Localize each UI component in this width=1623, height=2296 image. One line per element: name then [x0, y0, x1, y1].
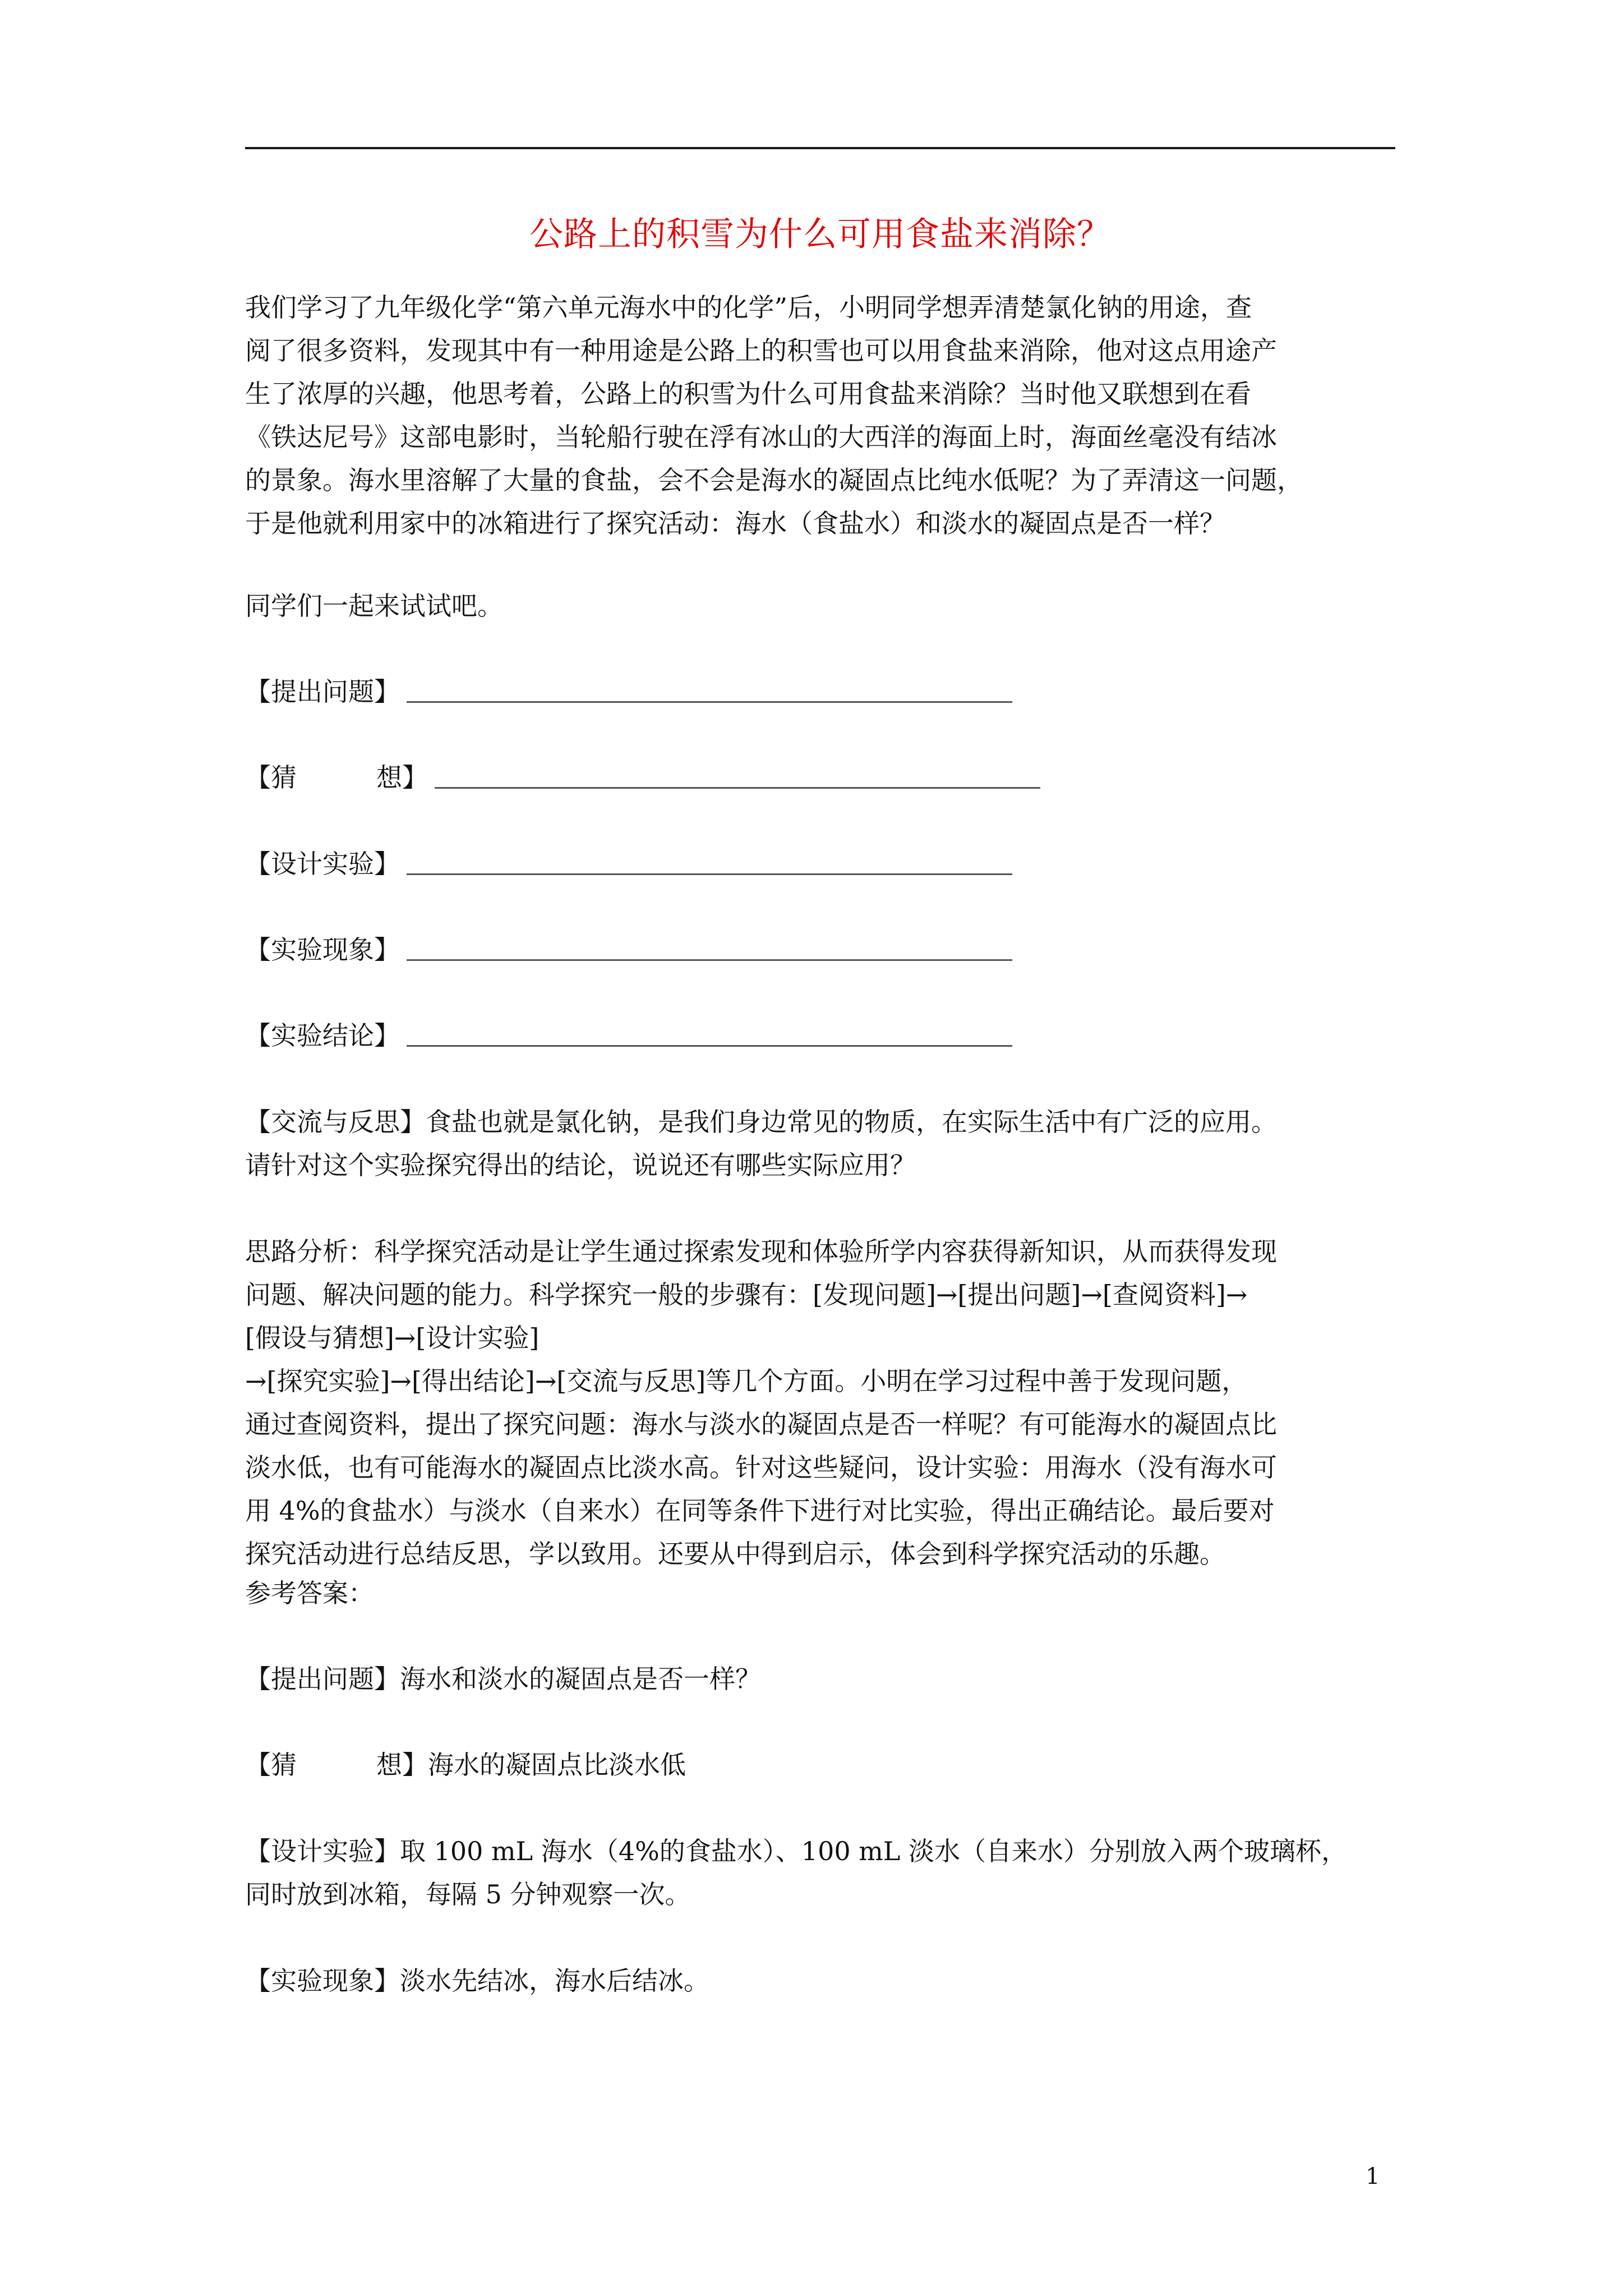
intro-line: 《铁达尼号》这部电影时，当轮船行驶在浮有冰山的大西洋的海面上时，海面丝毫没有结冰: [245, 422, 1277, 452]
answer-blank-conclusion[interactable]: [407, 1045, 1012, 1047]
reflection-line: 请针对这个实验探究得出的结论，说说还有哪些实际应用？: [245, 1150, 916, 1180]
analysis-line: 通过查阅资料，提出了探究问题：海水与淡水的凝固点是否一样呢？有可能海水的凝固点比: [245, 1409, 1277, 1439]
answer-blank-phenomenon[interactable]: [407, 959, 1012, 961]
document-title: 公路上的积雪为什么可用食盐来消除？: [529, 215, 1111, 254]
answer-guess: [245, 1743, 1395, 1787]
answer-blank-design[interactable]: [407, 873, 1012, 875]
analysis-line: 问题、解决问题的能力。科学探究一般的步骤有：[发现问题]→[提出问题]→[查阅资料]→: [245, 1280, 1248, 1310]
answer-heading: 参考答案：: [245, 1578, 374, 1608]
analysis-line: 思路分析：科学探究活动是让学生通过探索发现和体验所学内容获得新知识，从而获得发现: [245, 1236, 1277, 1267]
analysis-line: 探究活动进行总结反思，学以致用。还要从中得到启示，体会到科学探究活动的乐趣。: [245, 1539, 1225, 1569]
guess-label-close: 想】: [376, 762, 428, 793]
answer-guess-rest: 想】海水的凝固点比淡水低: [376, 1750, 686, 1780]
answer-guess-open: 【猜: [245, 1750, 297, 1780]
header-rule: [245, 147, 1395, 149]
reflection-line: 【交流与反思】食盐也就是氯化钠，是我们身边常见的物质，在实际生活中有广泛的应用。: [245, 1107, 1277, 1137]
answer-phenomenon: 【实验现象】淡水先结冰，海水后结冰。: [245, 1966, 709, 1996]
invite-text: 同学们一起来试试吧。: [245, 591, 503, 621]
answer-blank-guess[interactable]: [435, 787, 1040, 789]
field-guess-label: [245, 756, 428, 799]
field-guess: [245, 756, 1040, 799]
field-phenomenon-label: 【实验现象】: [245, 935, 400, 965]
field-conclusion-label: 【实验结论】: [245, 1020, 400, 1051]
field-design-label: 【设计实验】: [245, 849, 400, 879]
field-question: [245, 670, 1012, 714]
reflection-paragraph: [245, 1101, 1395, 1187]
intro-paragraph: [245, 286, 1395, 545]
intro-line: 阅了很多资料，发现其中有一种用途是公路上的积雪也可以用食盐来消除，他对这点用途产: [245, 335, 1277, 366]
intro-line: 的景象。海水里溶解了大量的食盐，会不会是海水的凝固点比纯水低呢？为了弄清这一问题，: [245, 465, 1303, 495]
field-conclusion: [245, 1014, 1012, 1057]
guess-label-open: 【猜: [245, 762, 297, 793]
intro-line: 生了浓厚的兴趣，他思考着，公路上的积雪为什么可用食盐来消除？当时他又联想到在看: [245, 379, 1251, 409]
intro-line: 于是他就利用家中的冰箱进行了探究活动：海水（食盐水）和淡水的凝固点是否一样？: [245, 508, 1225, 539]
field-design: [245, 843, 1012, 886]
field-phenomenon: [245, 928, 1012, 972]
answer-design-line: 【设计实验】取 100 mL 海水（4%的食盐水）、100 mL 淡水（自来水）分别放入两个玻璃杯，: [245, 1836, 1348, 1866]
answer-question: 【提出问题】海水和淡水的凝固点是否一样？: [245, 1664, 761, 1694]
analysis-paragraph: [245, 1230, 1395, 1576]
analysis-line: [假设与猜想]→[设计实验]: [245, 1323, 540, 1353]
answer-blank-question[interactable]: [407, 701, 1012, 703]
analysis-line: →[探究实验]→[得出结论]→[交流与反思]等几个方面。小明在学习过程中善于发现问题，: [245, 1366, 1248, 1396]
field-question-label: 【提出问题】: [245, 677, 400, 707]
analysis-line: 用 4%的食盐水）与淡水（自来水）在同等条件下进行对比实验，得出正确结论。最后要对: [245, 1496, 1275, 1526]
intro-line: 我们学习了九年级化学“第六单元海水中的化学”后，小明同学想弄清楚氯化钠的用途，查: [245, 292, 1252, 323]
answer-design: [245, 1830, 1395, 1916]
analysis-line: 淡水低，也有可能海水的凝固点比淡水高。针对这些疑问，设计实验：用海水（没有海水可: [245, 1452, 1277, 1483]
answer-design-line: 同时放到冰箱，每隔 5 分钟观察一次。: [245, 1879, 691, 1910]
page-number: 1: [1366, 2164, 1380, 2189]
